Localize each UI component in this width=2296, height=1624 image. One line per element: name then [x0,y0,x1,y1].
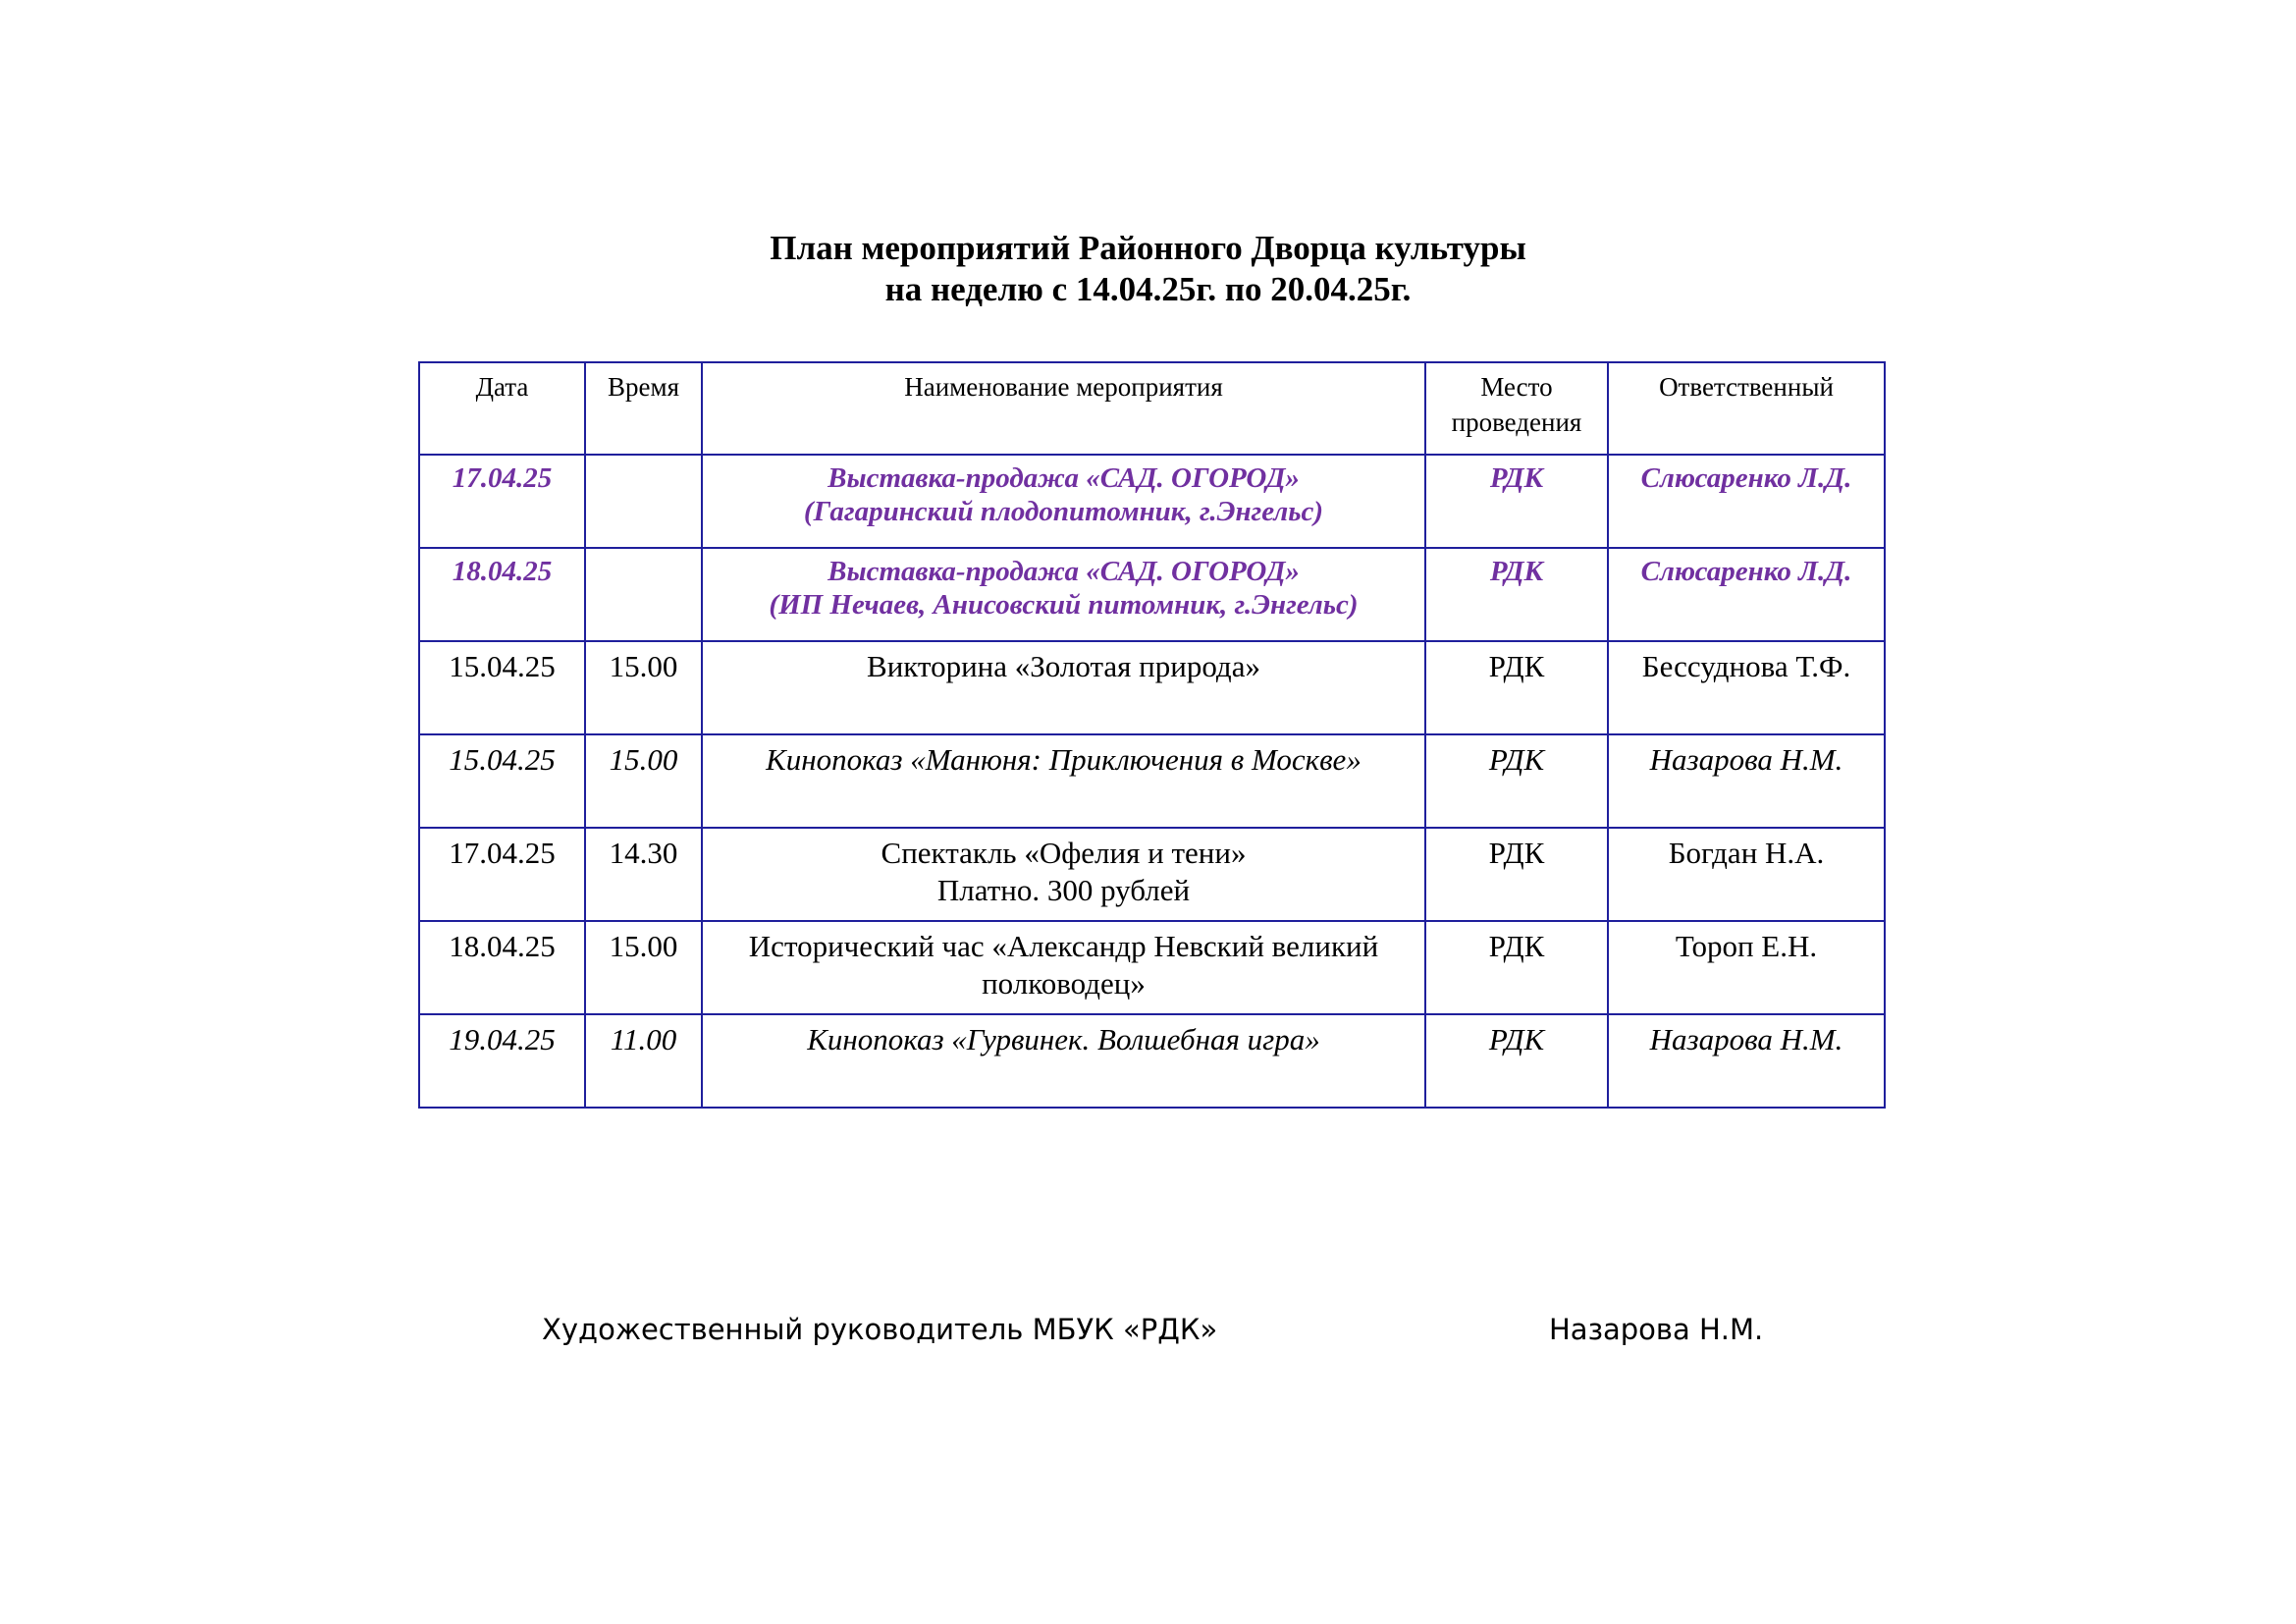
cell-place: РДК [1425,1014,1608,1108]
cell-time: 11.00 [585,1014,702,1108]
cell-responsible: Богдан Н.А. [1608,828,1885,921]
cell-date: 18.04.25 [419,921,585,1014]
cell-time: 15.00 [585,921,702,1014]
cell-date: 17.04.25 [419,455,585,548]
cell-responsible: Бессуднова Т.Ф. [1608,641,1885,734]
cell-responsible: Назарова Н.М. [1608,734,1885,828]
header-place-line-2: проведения [1451,407,1582,437]
cell-name-line-1: Кинопоказ «Гурвинек. Волшебная игра» [807,1022,1320,1056]
cell-date: 15.04.25 [419,734,585,828]
cell-responsible: Слюсаренко Л.Д. [1608,548,1885,641]
cell-name-line-1: Спектакль «Офелия и тени» [881,836,1247,870]
cell-responsible: Назарова Н.М. [1608,1014,1885,1108]
cell-name-line-1: Исторический час «Александр Невский великий [748,929,1379,963]
table-row [419,921,1885,1014]
header-responsible: Ответственный [1608,362,1885,455]
cell-name-line-2: Платно. 300 рублей [936,873,1191,907]
footer-position: Художественный руководитель МБУК «РДК» [542,1313,1218,1346]
cell-time [585,548,702,641]
table-row [419,828,1885,921]
cell-date: 18.04.25 [419,548,585,641]
cell-date: 17.04.25 [419,828,585,921]
events-table [418,361,1886,1109]
cell-name [702,455,1425,548]
cell-name [702,641,1425,734]
cell-date: 15.04.25 [419,641,585,734]
cell-place: РДК [1425,734,1608,828]
cell-place: РДК [1425,455,1608,548]
table-row [419,734,1885,828]
cell-name-line-2: полководец» [982,966,1146,1001]
cell-time: 15.00 [585,641,702,734]
cell-name [702,734,1425,828]
header-place [1425,362,1608,455]
cell-name-line-1: Выставка-продажа «САД. ОГОРОД» [828,556,1300,587]
title-line-2: на неделю с 14.04.25г. по 20.04.25г. [884,270,1412,308]
cell-place: РДК [1425,921,1608,1014]
table-row [419,548,1885,641]
header-place-line-1: Место [1480,372,1553,402]
table-row [419,455,1885,548]
header-time: Время [585,362,702,455]
document-title [0,228,2296,310]
cell-time: 14.30 [585,828,702,921]
cell-name [702,548,1425,641]
cell-date: 19.04.25 [419,1014,585,1108]
cell-name [702,921,1425,1014]
cell-name-line-1: Викторина «Золотая природа» [867,649,1260,683]
cell-time: 15.00 [585,734,702,828]
table-row [419,641,1885,734]
cell-name-line-1: Кинопоказ «Манюня: Приключения в Москве» [766,742,1362,777]
cell-responsible: Слюсаренко Л.Д. [1608,455,1885,548]
cell-time [585,455,702,548]
title-line-1: План мероприятий Районного Дворца культуры [770,229,1526,267]
cell-place: РДК [1425,641,1608,734]
table-header-row [419,362,1885,455]
cell-place: РДК [1425,548,1608,641]
footer-signer: Назарова Н.М. [1549,1313,1764,1346]
header-date: Дата [419,362,585,455]
header-name: Наименование мероприятия [702,362,1425,455]
table-row [419,1014,1885,1108]
cell-name-line-2: (Гагаринский плодопитомник, г.Энгельс) [803,496,1324,527]
cell-place: РДК [1425,828,1608,921]
cell-responsible: Тороп Е.Н. [1608,921,1885,1014]
cell-name [702,828,1425,921]
cell-name [702,1014,1425,1108]
cell-name-line-1: Выставка-продажа «САД. ОГОРОД» [828,462,1300,494]
cell-name-line-2: (ИП Нечаев, Анисовский питомник, г.Энгельс) [769,589,1359,621]
